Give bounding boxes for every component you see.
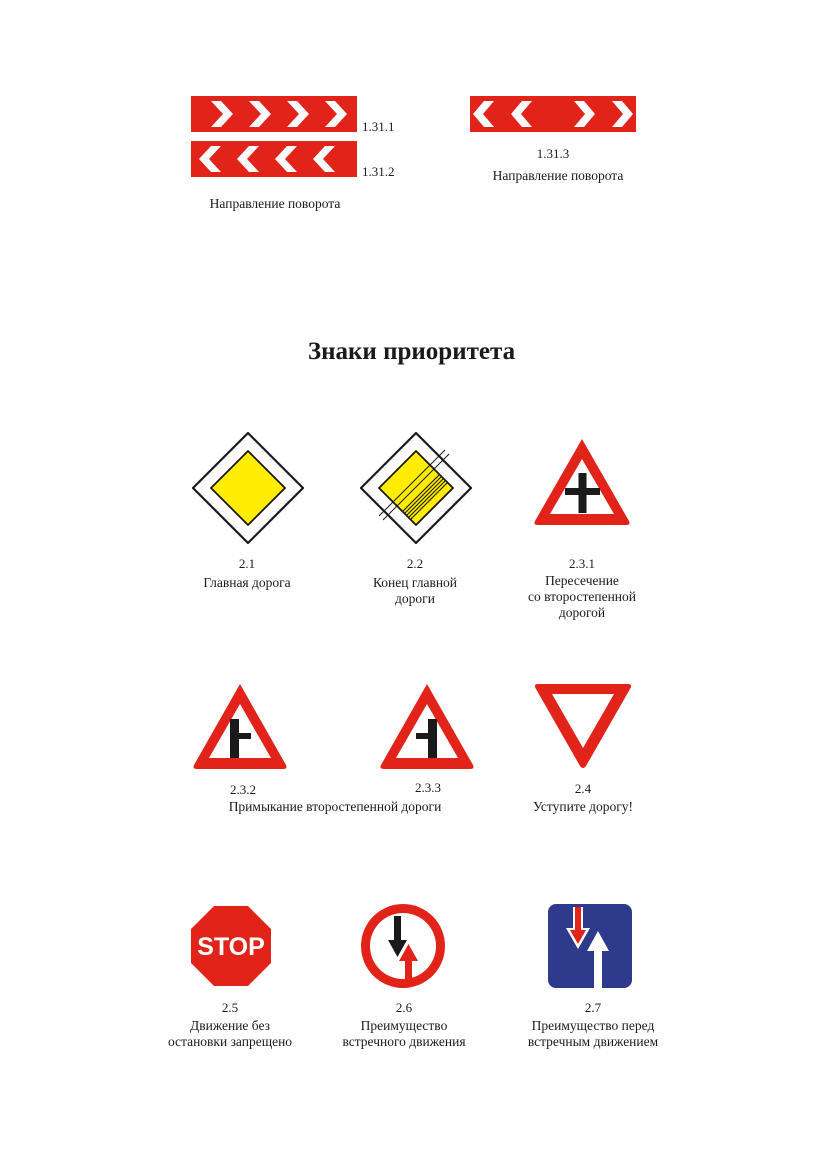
oncoming-priority-sign-icon [359,902,447,990]
sign-code-2-7: 2.7 [584,1000,602,1015]
sign-code-2-4: 2.4 [574,781,592,796]
sign-code-1-31-2: 1.31.2 [362,164,395,179]
sign-caption-2-2: Конец главной дороги [372,575,458,606]
side-road-right-sign-icon [190,681,290,773]
give-way-sign-icon [532,680,634,772]
sign-code-2-3-3: 2.3.3 [415,780,441,795]
sign-code-1-31-3: 1.31.3 [536,146,570,161]
crossroad-triangle-sign-icon [531,435,633,529]
sign-code-2-1: 2.1 [238,556,256,571]
sign-1-31-3 [470,96,636,132]
main-road-sign-icon [191,431,305,545]
sign-1-31-2 [191,141,357,177]
sign-caption-2-5: Движение без остановки запрещено [167,1018,293,1049]
sign-caption-2-3-2-2-3-3: Примыкание второстепенной дороги [228,799,442,814]
priority-over-oncoming-sign-icon [547,903,633,989]
sign-caption-2-6: Преимущество встречного движения [342,1018,466,1049]
sign-code-2-3-2: 2.3.2 [230,782,256,797]
sign-1-31-1 [191,96,357,132]
sign-code-1-31-1: 1.31.1 [362,119,395,134]
sign-code-2-6: 2.6 [395,1000,413,1015]
sign-code-2-2: 2.2 [406,556,424,571]
sign-code-2-5: 2.5 [221,1000,239,1015]
side-road-left-sign-icon [377,681,477,773]
stop-sign-text: STOP [197,933,265,961]
sign-caption-2-3-1: Пересечение со второстепенной дорогой [528,573,636,620]
section-title: Знаки приоритета [307,338,516,365]
sign-caption-2-1: Главная дорога [203,575,291,590]
caption-turn-direction-left: Направление поворота [209,196,341,211]
sign-code-2-3-1: 2.3.1 [569,556,595,571]
stop-sign-icon [189,904,273,988]
sign-caption-2-7: Преимущество перед встречным движением [527,1018,659,1049]
sign-caption-2-4: Уступите дорогу! [532,799,634,814]
end-main-road-sign-icon [359,431,473,545]
caption-turn-direction-right: Направление поворота [492,168,624,183]
